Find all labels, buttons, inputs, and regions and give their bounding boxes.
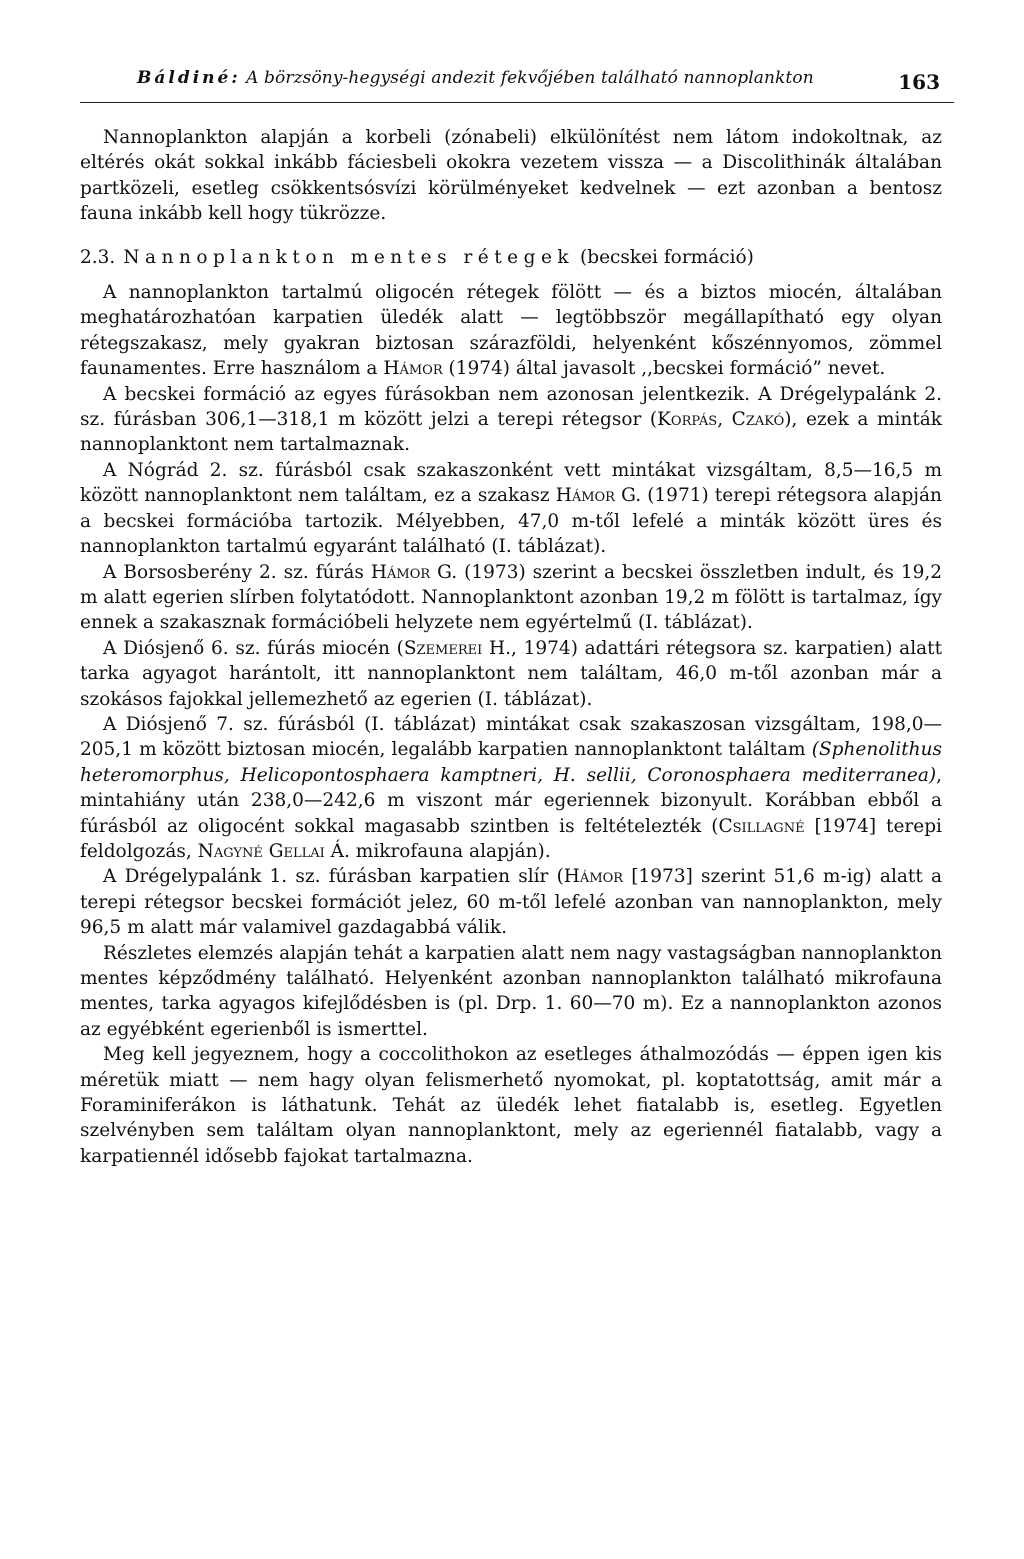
paragraph-3-sep: , xyxy=(717,409,724,431)
author-name: Hámor G. xyxy=(555,485,642,507)
paragraph-2 xyxy=(80,280,942,382)
author-name: Korpás xyxy=(657,409,718,431)
running-head xyxy=(137,68,814,88)
paragraph-7-text-d: mikrofauna alapján). xyxy=(355,840,551,862)
section-number: 2.3. xyxy=(80,246,116,268)
body-text xyxy=(80,125,942,1169)
author-name: Szemerei H. xyxy=(403,637,511,659)
paragraph-5-text-a: A Borsosberény 2. sz. fúrás xyxy=(103,561,364,583)
section-subtitle: (becskei formáció) xyxy=(580,246,754,268)
running-header xyxy=(80,66,954,103)
page-number: 163 xyxy=(898,70,940,94)
author-name: Csillagné xyxy=(718,815,805,837)
paragraph-2-text-b: (1974) által javasolt ,,becskei formáció” nevet. xyxy=(448,358,886,380)
paragraph-3 xyxy=(80,382,942,458)
header-author: Báldiné: xyxy=(137,68,241,88)
paragraph-4-text-a: A Nógrád 2. sz. fúrásból csak szakaszonként vett mintákat vizsgáltam, 8,5—16,5 m között nannoplanktont nem találtam, ez a szakasz xyxy=(80,459,942,507)
author-name: Nagyné Gellai Á. xyxy=(197,840,350,862)
paragraph-2-text-a: A nannoplankton tartalmú oligocén rétegek fölött — és a biztos miocén, általában meghatározhatóan karpatien üledék alatt — legtöbbször megállapítható egy olyan rétegszakasz, mely gyakran biztosan szárazföldi, helyenként kőszénnyomos, zömmel faunamentes. Erre használom a xyxy=(80,282,942,380)
author-name: Hámor xyxy=(563,866,624,888)
paragraph-7-text-b: , mintahiány után 238,0—242,6 m viszont már egeriennek bizonyult. Korábban ebből a fúrásból az oligocént sokkal magasabb szintben is feltételezték ( xyxy=(80,764,942,837)
paragraph-6-text-b: , 1974) adattári rétegsora sz. karpatien) alatt tarka agyagot harántolt, itt nannoplanktont nem találtam, 46,0 m-től azonban már a szokásos fajokkal jellemezhető az egerien (I. táblázat). xyxy=(80,637,943,710)
paragraph-5-text-b: (1973) szerint a becskei összletben indult, és 19,2 m alatt egerien slírben folytatódott. Nannoplanktont azonban 19,2 m fölött is tartalmaz, így ennek a szakasznak formációbeli helyzete nem egyértelmű (I. táblázat). xyxy=(80,561,943,634)
paragraph-7-text-c: [1974] terepi feldolgozás, xyxy=(80,815,942,862)
paragraph-5 xyxy=(80,560,942,636)
header-title: A börzsöny-hegységi andezit fekvőjében található nannoplankton xyxy=(246,68,814,88)
section-title: Nannoplankton mentes rétegek xyxy=(123,246,575,268)
paragraph-7 xyxy=(80,712,942,864)
paragraph-4-text-b: (1971) terepi rétegsora alapján a becskei formációba tartozik. Mélyebben, 47,0 m-től lefelé a minták között üres és nannoplankton tartalmú egyaránt található (I. táblázat). xyxy=(80,485,942,558)
author-name: Czakó xyxy=(731,409,785,431)
paragraph-8-text-a: A Drégelypalánk 1. sz. fúrásban karpatien slír ( xyxy=(103,866,564,888)
paragraph-6 xyxy=(80,636,942,712)
paragraph-3-text-a: A becskei formáció az egyes fúrásokban nem azonosan jelentkezik. A Drégelypalánk 2. sz. fúrásban 306,1—318,1 m között jelzi a terepi rétegsor ( xyxy=(80,383,942,431)
paragraph-8 xyxy=(80,864,942,940)
species-list: (Sphenolithus heteromorphus, Helicopontosphaera kamptneri, H. sellii, Coronosphaera mediterranea) xyxy=(80,739,942,786)
paragraph-1: Nannoplankton alapján a korbeli (zónabeli) elkülönítést nem látom indokoltnak, az eltérés okát sokkal inkább fáciesbeli okokra vezetem vissza — a Discolithinák általában partközeli, esetleg csökkentsósvízi körülményeket kedvelnek — ezt azonban a bentosz fauna inkább kell hogy tükrözze. xyxy=(80,127,942,225)
paragraph-4 xyxy=(80,458,942,560)
author-name: Hámor xyxy=(383,358,443,380)
section-heading xyxy=(80,245,942,270)
paragraph-10: Meg kell jegyeznem, hogy a coccolithokon az esetleges áthalmozódás — éppen igen kis méretük miatt — nem hagy olyan felismerhető nyomokat, pl. koptatottság, amit már a Foraminiferákon is láthatunk. Tehát az üledék lehet fiatalabb is, esetleg. Egyetlen szelvényben sem találtam olyan nannoplanktont, mely az egeriennél fiatalabb, vagy a karpatiennél idősebb fajokat tartalmazna. xyxy=(80,1044,942,1167)
paragraph-8-text-b: [1973] szerint 51,6 m-ig) alatt a terepi rétegsor becskei formációt jelez, 60 m-től lefelé azonban van nannoplankton, mely 96,5 m alatt már valamivel gazdagabbá válik. xyxy=(80,866,942,939)
paragraph-7-text-a: A Diósjenő 7. sz. fúrásból (I. táblázat) mintákat csak szakaszosan vizsgáltam, 198,0—205,1 m között biztosan miocén, legalább karpatien nannoplanktont találtam xyxy=(80,713,942,761)
author-name: Hámor G. xyxy=(370,561,458,583)
paragraph-6-text-a: A Diósjenő 6. sz. fúrás miocén ( xyxy=(103,637,404,659)
paragraph-9: Részletes elemzés alapján tehát a karpatien alatt nem nagy vastagságban nannoplankton mentes képződmény található. Helyenként azonban nannoplankton található mikrofauna mentes, tarka agyagos kifejlődésben is (pl. Drp. 1. 60—70 m). Ez a nannoplankton azonos az egyébként egerienből is ismerttel. xyxy=(80,942,942,1040)
paragraph-3-text-b: ), ezek a minták nannoplanktont nem tartalmaznak. xyxy=(80,409,942,456)
